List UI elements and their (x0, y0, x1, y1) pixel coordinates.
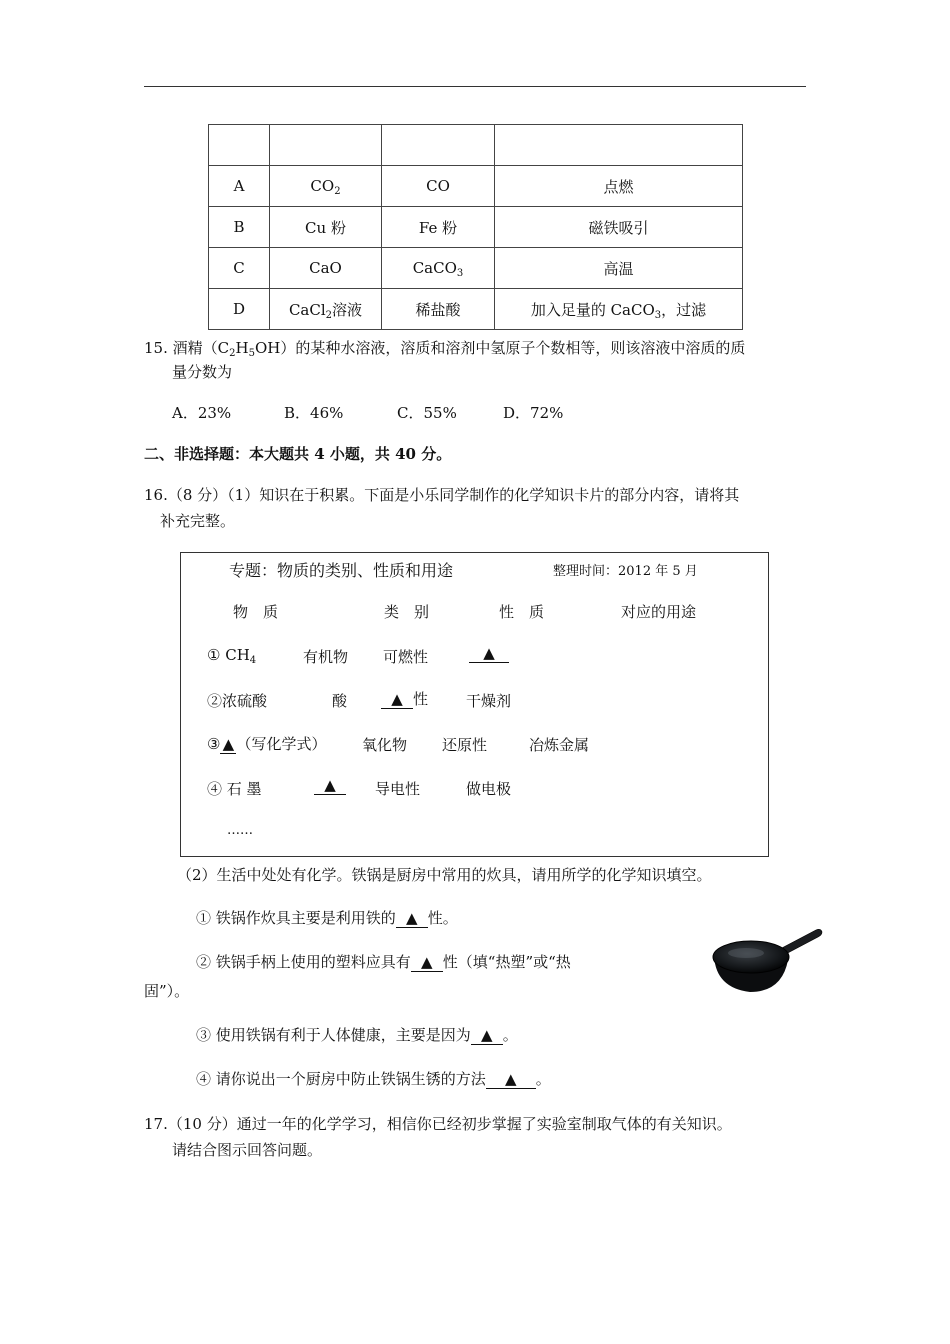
q16-stem-line2: 补充完整。 (160, 512, 236, 530)
card-title: 专题：物质的类别、性质和用途 (229, 561, 454, 580)
q16-sub1: ① 铁锅作炊具主要是利用铁的 ▲ 性。 (196, 909, 458, 927)
row-label: C (209, 248, 270, 289)
card-header-category: 类 别 (384, 603, 430, 621)
cell-impurity: CO (382, 166, 495, 207)
card-row3-substance: ③ ▲ （写化学式） (207, 735, 327, 753)
wok-illustration (708, 926, 824, 998)
q15-option-c: C．55% (397, 404, 457, 422)
header-rule (144, 86, 806, 87)
card-row1-category: 有机物 (303, 648, 349, 666)
card-row2-use: 干燥剂 (466, 692, 512, 710)
cell-substance: $CO_2$ (270, 166, 382, 207)
card-row1-substance: ① $CH_4$ (207, 646, 257, 666)
card-ellipsis: …… (227, 823, 253, 838)
card-row2-category: 酸 (332, 692, 348, 710)
cell-substance: CaO (270, 248, 382, 289)
cell-impurity: 稀盐酸 (382, 289, 495, 330)
card-row1-use-blank: ▲ (469, 644, 509, 663)
section-heading: 二、非选择题：本大题共 4 小题，共 40 分。 (144, 445, 452, 463)
card-row3-property: 还原性 (442, 736, 488, 754)
q17-stem-line1: 17.（10 分）通过一年的化学学习，相信你已经初步掌握了实验室制取气体的有关知识。 (144, 1115, 732, 1133)
q16-sub4: ④ 请你说出一个厨房中防止铁锅生锈的方法 ▲ 。 (196, 1070, 551, 1088)
table-header-row (209, 125, 743, 166)
cell-method: 磁铁吸引 (495, 207, 743, 248)
cell-method: 高温 (495, 248, 743, 289)
q16-sub2-cont: 固”）。 (144, 982, 190, 1000)
card-header-property: 性 质 (499, 603, 545, 621)
row-label: B (209, 207, 270, 248)
table-row (209, 166, 743, 207)
q16-sub3: ③ 使用铁锅有利于人体健康，主要是因为 ▲ 。 (196, 1026, 518, 1044)
q15-option-b: B．46% (284, 404, 344, 422)
cell-method: 点燃 (495, 166, 743, 207)
q15-stem-line1: 15. 酒精$(C_2H_5OH)$的某种水溶液，溶质和溶剂中氢原子个数相等，则该溶液中溶质的质 (144, 339, 746, 359)
table-row (209, 289, 743, 330)
card-row3-category: 氧化物 (362, 736, 408, 754)
card-header-substance: 物 质 (233, 603, 279, 621)
row-label: D (209, 289, 270, 330)
cell-substance: CaCl$_2$溶液 (270, 289, 382, 330)
q15-option-d: D．72% (503, 404, 564, 422)
knowledge-card (180, 552, 769, 857)
q16-sub2: ② 铁锅手柄上使用的塑料应具有 ▲ 性（填“热塑”或“热 (196, 953, 571, 971)
table-cell (209, 125, 270, 166)
row-label: A (209, 166, 270, 207)
card-row2-property: ▲ 性 (381, 688, 428, 709)
q16-stem-line1: 16.（8 分）（1）知识在于积累。下面是小乐同学制作的化学知识卡片的部分内容，请将其 (144, 486, 740, 504)
card-row2-substance: ②浓硫酸 (207, 692, 268, 710)
q15-stem-line2: 量分数为 (172, 363, 233, 381)
card-header-use: 对应的用途 (621, 603, 697, 621)
card-row3-use: 冶炼金属 (529, 736, 590, 754)
table-row (209, 207, 743, 248)
card-row1-property: 可燃性 (383, 648, 429, 666)
card-row4-category-blank: ▲ (314, 776, 346, 795)
card-row4-substance: ④ 石 墨 (207, 780, 262, 798)
cell-impurity: CaCO$_3$ (382, 248, 495, 289)
q17-stem-line2: 请结合图示回答问题。 (172, 1141, 323, 1159)
card-date: 整理时间：2012 年 5 月 (553, 564, 698, 579)
table-cell (495, 125, 743, 166)
table-row (209, 248, 743, 289)
table-cell (382, 125, 495, 166)
table-cell (270, 125, 382, 166)
card-row4-property: 导电性 (375, 780, 421, 798)
q16-part2-intro: （2）生活中处处有化学。铁锅是厨房中常用的炊具，请用所学的化学知识填空。 (177, 866, 712, 884)
cell-substance: Cu 粉 (270, 207, 382, 248)
cell-method: 加入足量的 CaCO$_3$，过滤 (495, 289, 743, 330)
cell-impurity: Fe 粉 (382, 207, 495, 248)
separation-table (208, 124, 743, 330)
q15-option-a: A．23% (172, 404, 232, 422)
card-row4-use: 做电极 (466, 780, 512, 798)
